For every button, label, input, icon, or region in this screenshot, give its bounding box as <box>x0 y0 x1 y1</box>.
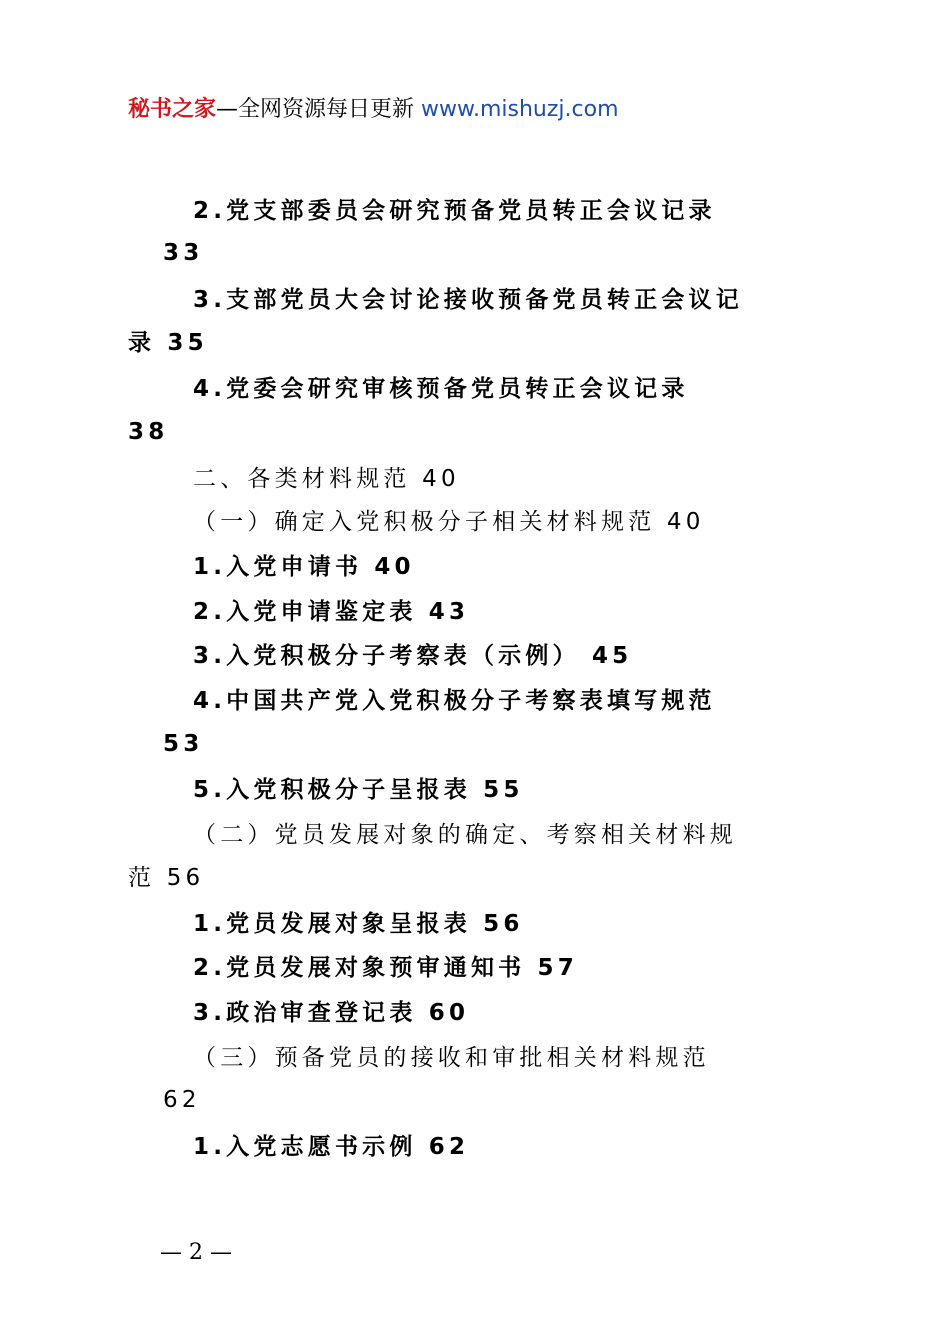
toc-entry[interactable]: 2.党员发展对象预审通知书 57 <box>193 955 578 981</box>
toc-entry-continuation: 范 56 <box>128 865 205 891</box>
site-header <box>128 92 619 123</box>
toc-entry[interactable]: 4.中国共产党入党积极分子考察表填写规范 <box>193 688 716 714</box>
brand-name: 秘书之家 <box>128 97 217 122</box>
page-number: — 2 — <box>160 1240 232 1265</box>
toc-entry[interactable]: 1.入党志愿书示例 62 <box>193 1134 470 1160</box>
toc-entry[interactable]: 1.入党申请书 40 <box>193 554 415 580</box>
toc-subsection-heading[interactable]: （三）预备党员的接收和审批相关材料规范 <box>193 1045 710 1071</box>
toc-entry[interactable]: 2.党支部委员会研究预备党员转正会议记录 <box>193 198 716 224</box>
toc-entry-page: 62 <box>163 1087 201 1113</box>
toc-entry[interactable]: 4.党委会研究审核预备党员转正会议记录 <box>193 376 689 402</box>
toc-subsection-heading[interactable]: （二）党员发展对象的确定、考察相关材料规 <box>193 822 737 848</box>
toc-section-heading[interactable]: 二、各类材料规范 40 <box>193 466 460 492</box>
toc-entry-page: 38 <box>128 419 169 445</box>
toc-entry-page: 33 <box>163 240 204 266</box>
toc-entry[interactable]: 3.政治审查登记表 60 <box>193 1000 470 1026</box>
header-tagline: —全网资源每日更新 <box>216 97 415 122</box>
toc-entry[interactable]: 3.支部党员大会讨论接收预备党员转正会议记 <box>193 287 743 313</box>
toc-entry-page: 53 <box>163 731 204 757</box>
toc-entry[interactable]: 1.党员发展对象呈报表 56 <box>193 911 524 937</box>
site-url-link[interactable]: www.mishuzj.com <box>421 97 619 122</box>
toc-entry-continuation: 录 35 <box>128 330 208 356</box>
toc-entry[interactable]: 5.入党积极分子呈报表 55 <box>193 777 524 803</box>
toc-entry[interactable]: 3.入党积极分子考察表（示例） 45 <box>193 643 633 669</box>
toc-subsection-heading[interactable]: （一）确定入党积极分子相关材料规范 40 <box>193 509 705 535</box>
toc-entry[interactable]: 2.入党申请鉴定表 43 <box>193 599 470 625</box>
